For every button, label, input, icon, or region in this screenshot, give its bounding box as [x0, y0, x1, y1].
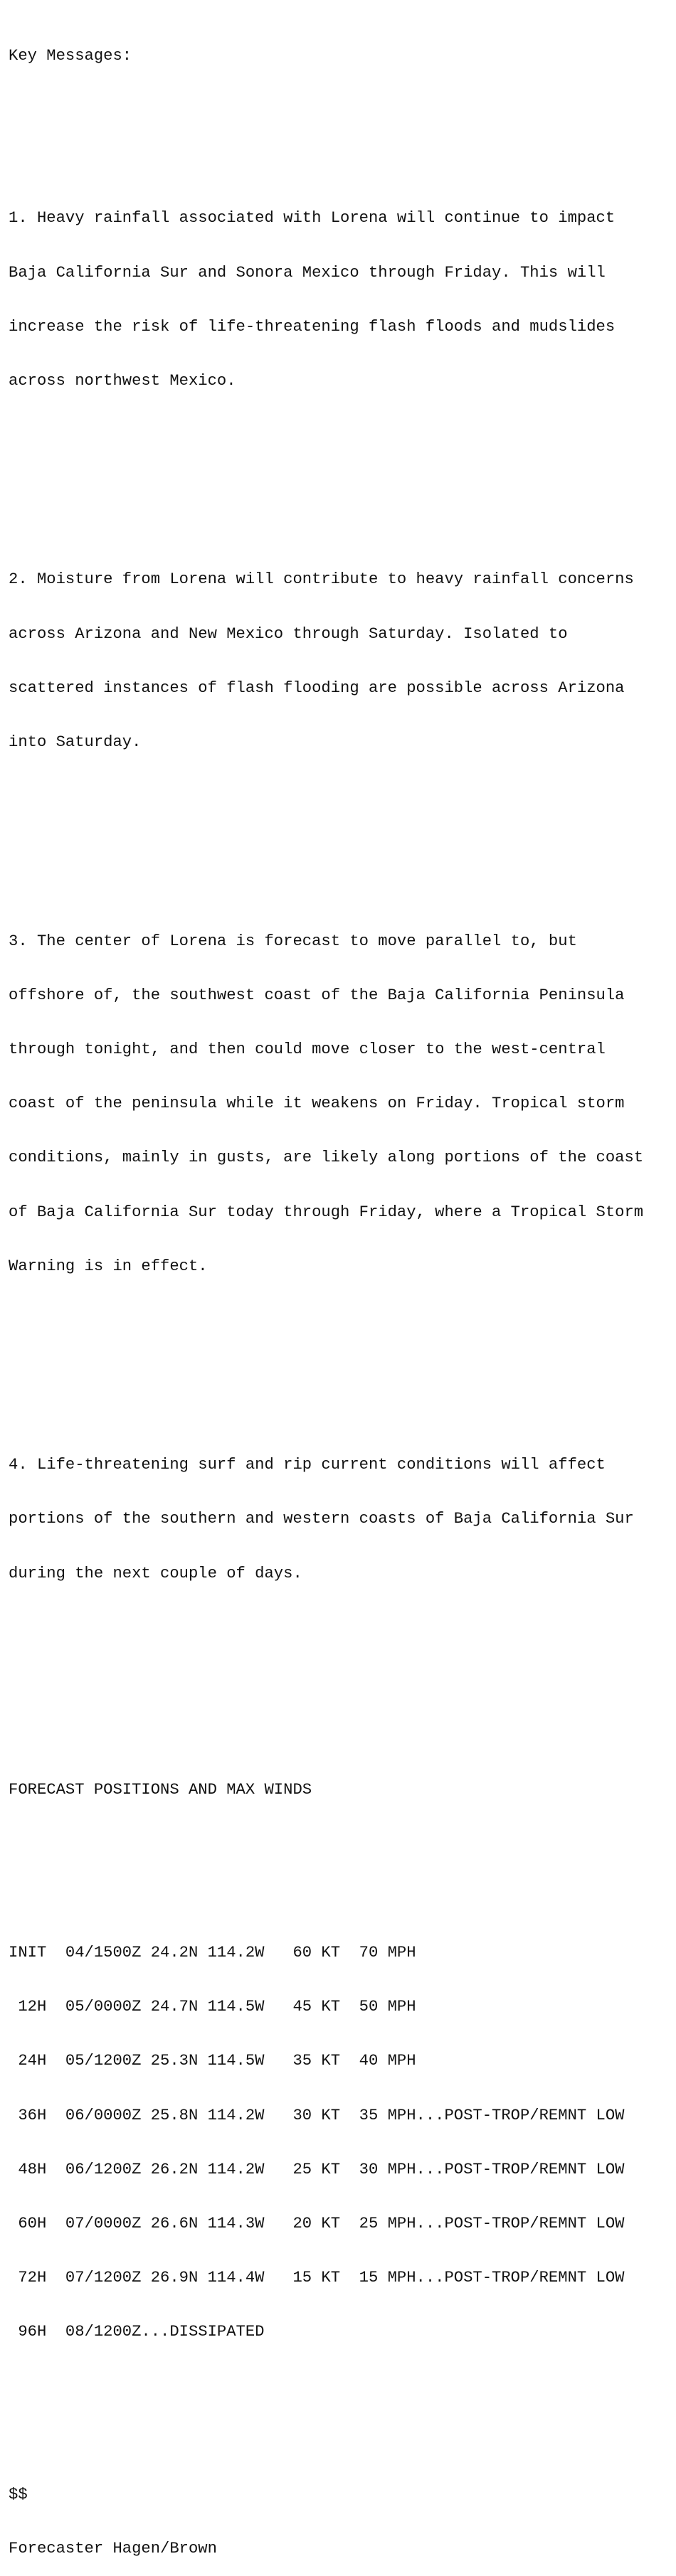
forecast-heading: FORECAST POSITIONS AND MAX WINDS	[9, 1781, 312, 1799]
blank-line	[9, 824, 670, 841]
blank-line	[9, 101, 670, 119]
key-message-line: 3. The center of Lorena is forecast to move parallel to, but	[9, 932, 577, 950]
key-message-4	[9, 1420, 670, 1618]
key-message-line: increase the risk of life-threatening flash floods and mudslides	[9, 317, 616, 336]
key-message-2	[9, 535, 670, 788]
key-message-line: Warning is in effect.	[9, 1257, 208, 1275]
key-message-line: scattered instances of flash flooding are possible across Arizona	[9, 678, 625, 697]
forecast-row: 24H 05/1200Z 25.3N 114.5W 35 KT 40 MPH	[9, 2052, 416, 2070]
blank-line	[9, 1836, 670, 1853]
key-message-line: across northwest Mexico.	[9, 372, 236, 390]
forecast-row: 12H 05/0000Z 24.7N 114.5W 45 KT 50 MPH	[9, 1998, 416, 2016]
key-message-line: 4. Life-threatening surf and rip current conditions will affect	[9, 1456, 606, 1474]
key-message-line: through tonight, and then could move closer to the west-central	[9, 1040, 606, 1058]
key-message-line: across Arizona and New Mexico through Saturday. Isolated to	[9, 624, 568, 643]
blank-line	[9, 1348, 670, 1366]
forecast-row: 72H 07/1200Z 26.9N 114.4W 15 KT 15 MPH...POST-TROP/REMNT LOW	[9, 2269, 625, 2287]
forecast-row: 36H 06/0000Z 25.8N 114.2W 30 KT 35 MPH...POST-TROP/REMNT LOW	[9, 2106, 625, 2124]
key-message-line: during the next couple of days.	[9, 1564, 302, 1582]
forecast-table	[9, 1907, 670, 2377]
blank-line	[9, 462, 670, 480]
key-message-line: 1. Heavy rainfall associated with Lorena will continue to impact	[9, 209, 616, 228]
key-message-line: Baja California Sur and Sonora Mexico through Friday. This will	[9, 263, 606, 282]
key-message-line: offshore of, the southwest coast of the Baja California Peninsula	[9, 986, 625, 1004]
key-message-line: 2. Moisture from Lorena will contribute to heavy rainfall concerns	[9, 570, 634, 589]
forecast-row: 96H 08/1200Z...DISSIPATED	[9, 2323, 265, 2341]
key-message-line: coast of the peninsula while it weakens on Friday. Tropical storm	[9, 1095, 625, 1113]
key-message-line: of Baja California Sur today through Friday, where a Tropical Storm	[9, 1203, 644, 1221]
key-message-line: conditions, mainly in gusts, are likely along portions of the coast	[9, 1149, 644, 1167]
key-message-1	[9, 174, 670, 427]
blank-line	[9, 1709, 670, 1727]
blank-line	[9, 1655, 670, 1673]
forecast-row: INIT 04/1500Z 24.2N 114.2W 60 KT 70 MPH	[9, 1944, 416, 1962]
advisory-document	[9, 11, 670, 2576]
forecaster-signature: Forecaster Hagen/Brown	[9, 2540, 217, 2558]
key-messages-heading: Key Messages:	[9, 46, 132, 65]
forecast-row: 48H 06/1200Z 26.2N 114.2W 25 KT 30 MPH...POST-TROP/REMNT LOW	[9, 2160, 625, 2178]
forecast-row: 60H 07/0000Z 26.6N 114.3W 20 KT 25 MPH...POST-TROP/REMNT LOW	[9, 2215, 625, 2233]
blank-line	[9, 2413, 670, 2431]
key-message-line: portions of the southern and western coasts of Baja California Sur	[9, 1510, 634, 1528]
key-message-line: into Saturday.	[9, 733, 142, 752]
key-message-3	[9, 896, 670, 1311]
end-marker: $$	[9, 2486, 28, 2504]
